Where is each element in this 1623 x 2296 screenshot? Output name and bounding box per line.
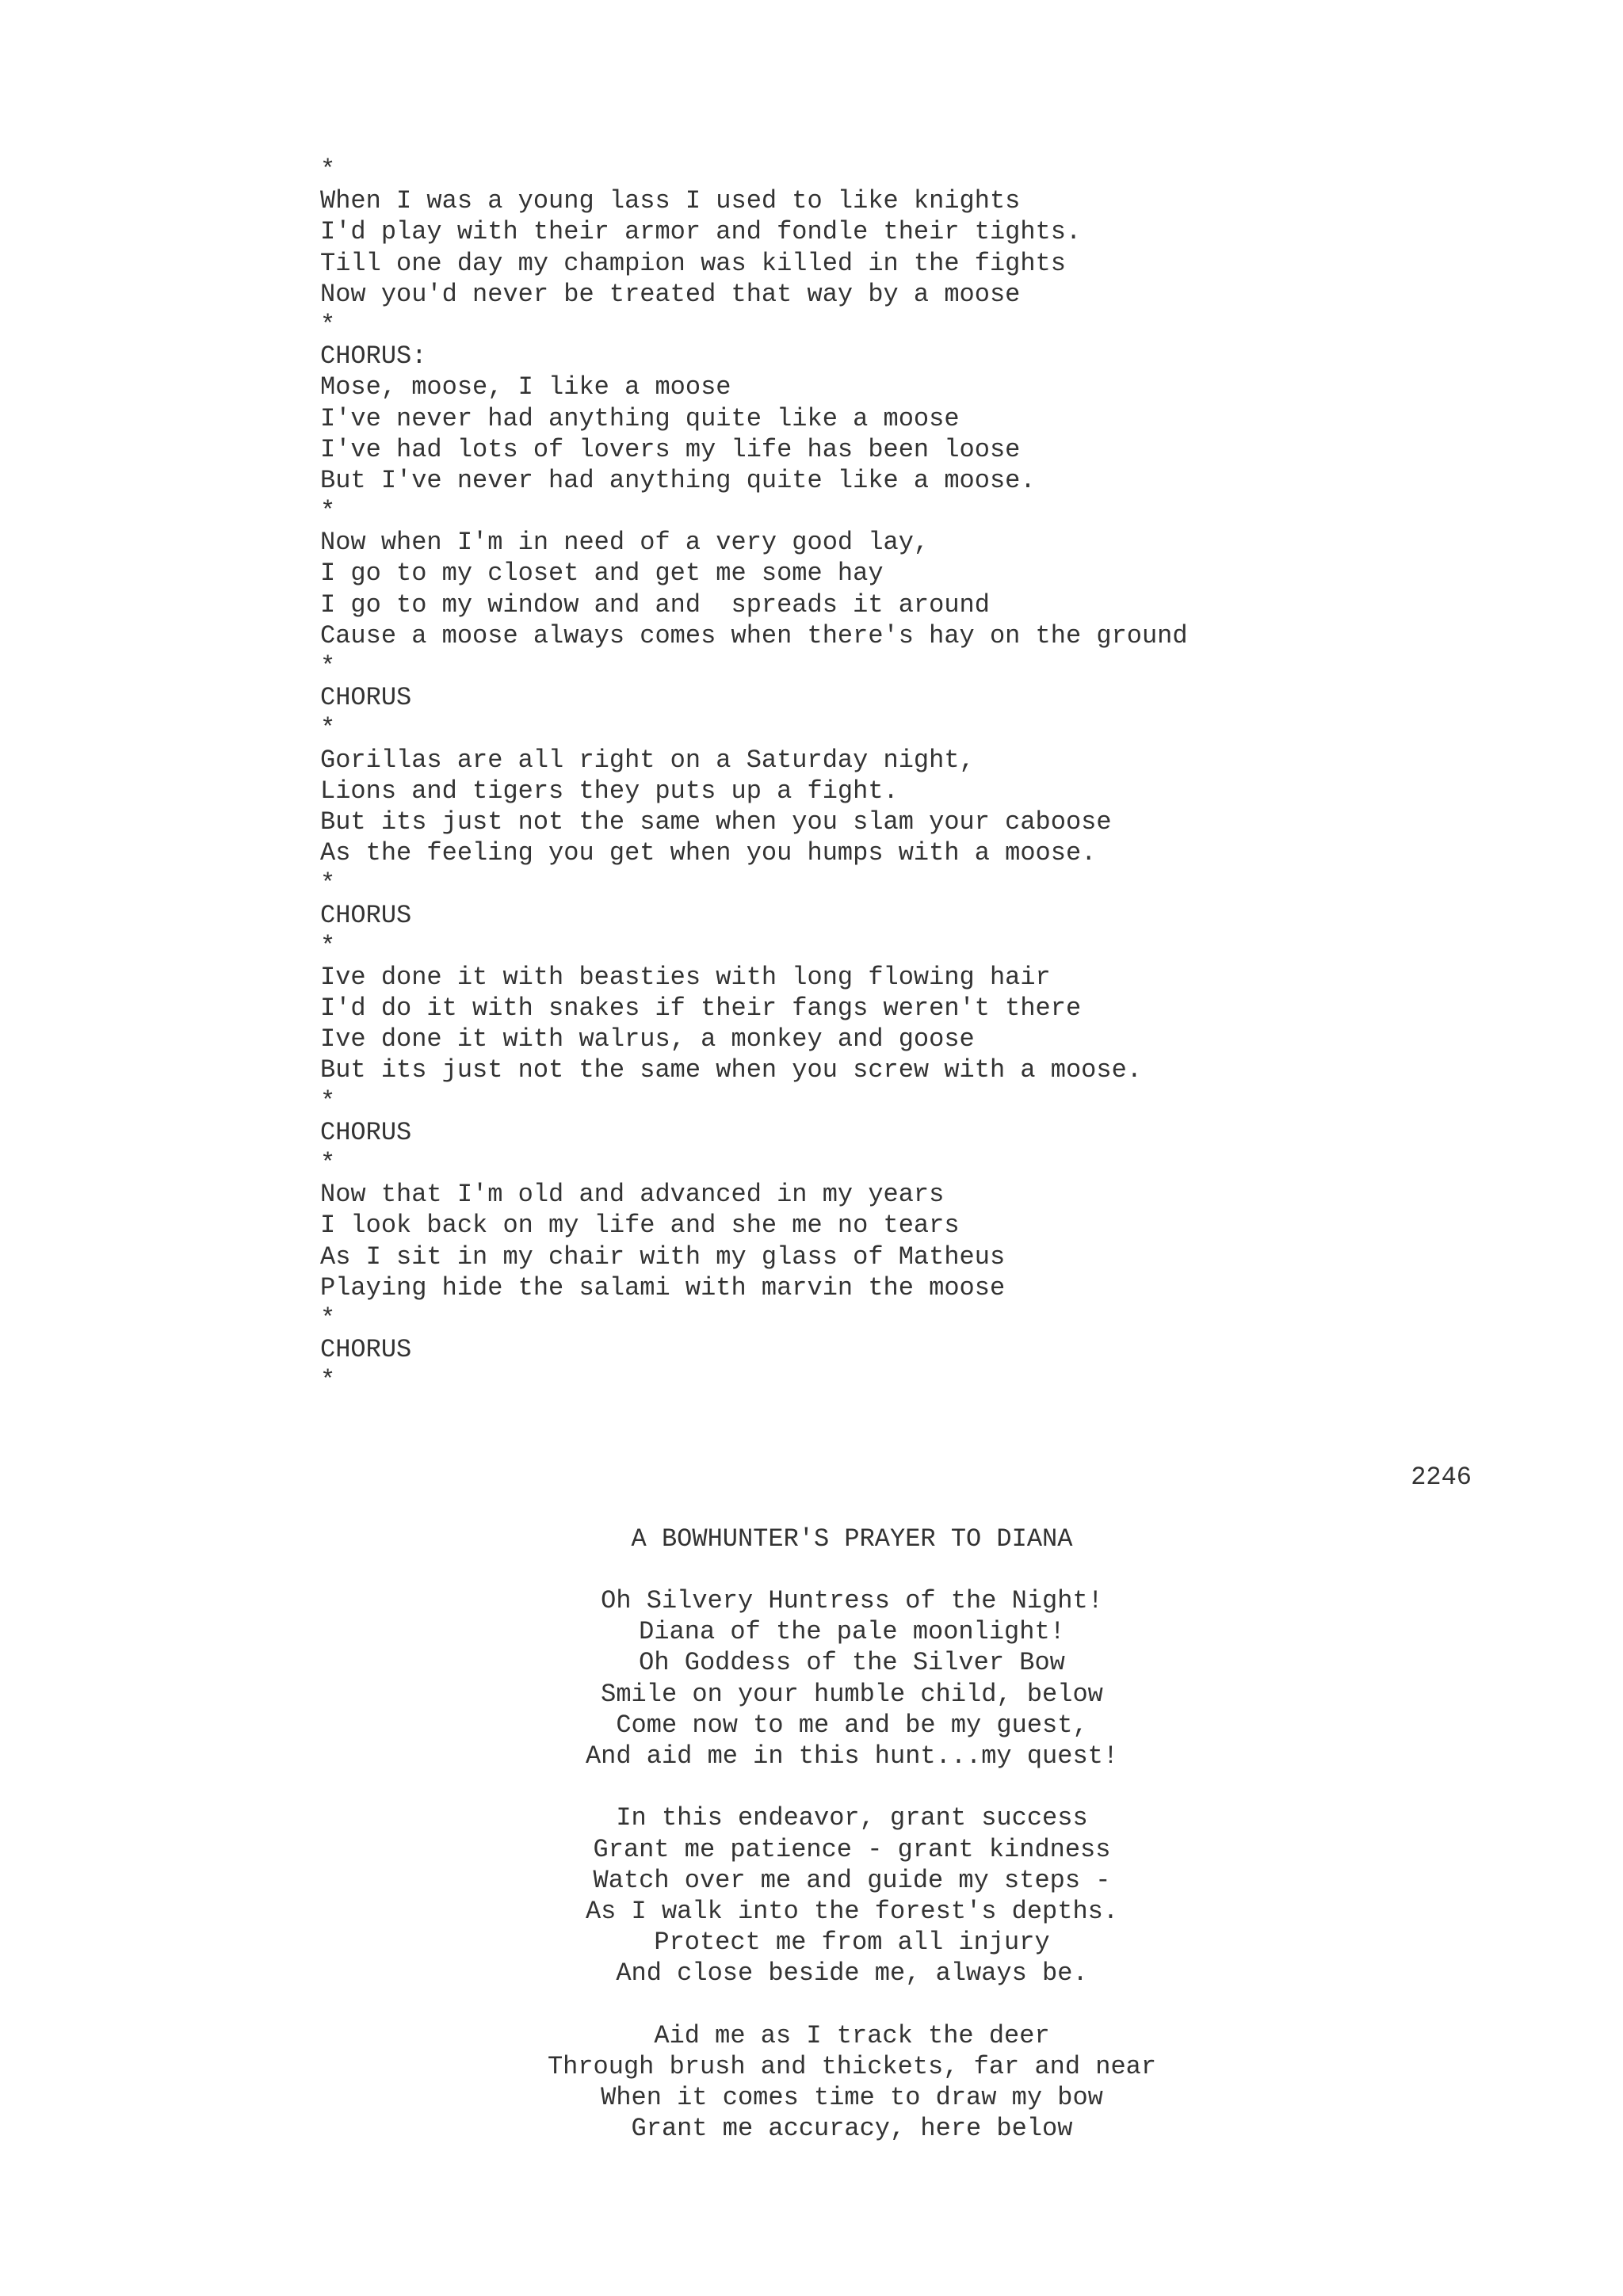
song-line: * bbox=[320, 869, 336, 899]
song-line: Now when I'm in need of a very good lay, bbox=[320, 528, 930, 558]
prayer-line: Smile on your humble child, below bbox=[601, 1679, 1103, 1709]
song-line: But its just not the same when you screw with a moose. bbox=[320, 1055, 1142, 1085]
song-line: * bbox=[320, 652, 336, 681]
song-line: I'd play with their armor and fondle their tights. bbox=[320, 217, 1082, 247]
song-lyrics bbox=[320, 154, 1509, 1397]
song-line: I've had lots of lovers my life has been loose bbox=[320, 434, 1021, 464]
song-line: I'd do it with snakes if their fangs weren't there bbox=[320, 994, 1082, 1024]
song-line: CHORUS bbox=[320, 900, 412, 930]
prayer-line: When it comes time to draw my bow bbox=[601, 2083, 1103, 2112]
song-line: * bbox=[320, 155, 336, 185]
song-line: CHORUS bbox=[320, 1335, 412, 1365]
song-line: * bbox=[320, 714, 336, 744]
prayer-title: A BOWHUNTER'S PRAYER TO DIANA bbox=[631, 1524, 1073, 1554]
prayer-line: Grant me patience - grant kindness bbox=[593, 1834, 1111, 1864]
prayer-line: Aid me as I track the deer bbox=[654, 2020, 1050, 2050]
prayer-line: As I walk into the forest's depths. bbox=[585, 1896, 1119, 1926]
prayer-line: And aid me in this hunt...my quest! bbox=[585, 1741, 1119, 1771]
song-line: * bbox=[320, 931, 336, 961]
song-line: Lions and tigers they puts up a fight. bbox=[320, 776, 899, 806]
song-line: CHORUS: bbox=[320, 341, 427, 372]
song-line: * bbox=[320, 1086, 336, 1116]
prayer-line: Diana of the pale moonlight! bbox=[639, 1617, 1065, 1647]
song-line: As I sit in my chair with my glass of Matheus bbox=[320, 1241, 1006, 1272]
song-line: I've never had anything quite like a moose bbox=[320, 403, 960, 433]
song-line: Now that I'm old and advanced in my years bbox=[320, 1180, 945, 1210]
prayer-line: Watch over me and guide my steps - bbox=[593, 1865, 1111, 1895]
song-line: Ive done it with beasties with long flowing hair bbox=[320, 962, 1051, 992]
prayer-text bbox=[0, 1585, 1623, 2144]
song-line: * bbox=[320, 497, 336, 527]
song-line: I go to my window and and spreads it around bbox=[320, 589, 990, 620]
song-line: Now you'd never be treated that way by a moose bbox=[320, 279, 1021, 309]
song-line: * bbox=[320, 1149, 336, 1178]
song-line: I look back on my life and she me no tears bbox=[320, 1211, 960, 1241]
prayer-line: Oh Goddess of the Silver Bow bbox=[639, 1648, 1065, 1678]
song-line: But its just not the same when you slam your caboose bbox=[320, 807, 1112, 837]
prayer-line: In this endeavor, grant success bbox=[616, 1803, 1088, 1833]
prayer-line: Protect me from all injury bbox=[654, 1928, 1050, 1958]
song-line: When I was a young lass I used to like knights bbox=[320, 186, 1021, 216]
song-line: I go to my closet and get me some hay bbox=[320, 559, 884, 589]
prayer-line: Oh Silvery Huntress of the Night! bbox=[601, 1586, 1103, 1615]
prayer-line bbox=[0, 1989, 1623, 2019]
song-line: * bbox=[320, 310, 336, 340]
song-line: Playing hide the salami with marvin the moose bbox=[320, 1272, 1006, 1302]
prayer-line: Come now to me and be my guest, bbox=[616, 1710, 1088, 1740]
prayer-line: Through brush and thickets, far and near bbox=[547, 2051, 1157, 2081]
song-line: But I've never had anything quite like a moose. bbox=[320, 465, 1036, 495]
song-line: As the feeling you get when you humps with a moose. bbox=[320, 838, 1097, 868]
song-line: Till one day my champion was killed in the fights bbox=[320, 248, 1066, 278]
song-line: * bbox=[320, 1303, 336, 1333]
prayer-line bbox=[0, 1772, 1623, 1802]
song-line: Cause a moose always comes when there's hay on the ground bbox=[320, 620, 1188, 650]
song-line: Gorillas are all right on a Saturday night, bbox=[320, 745, 975, 775]
page-number: 2246 bbox=[1411, 1463, 1472, 1492]
song-line: CHORUS bbox=[320, 1117, 412, 1147]
song-line: Ive done it with walrus, a monkey and goose bbox=[320, 1024, 975, 1055]
prayer-line: And close beside me, always be. bbox=[616, 1958, 1088, 1989]
song-line: CHORUS bbox=[320, 683, 412, 713]
prayer-line: Grant me accuracy, here below bbox=[631, 2114, 1073, 2144]
song-line: Mose, moose, I like a moose bbox=[320, 372, 731, 402]
song-line: * bbox=[320, 1366, 336, 1396]
